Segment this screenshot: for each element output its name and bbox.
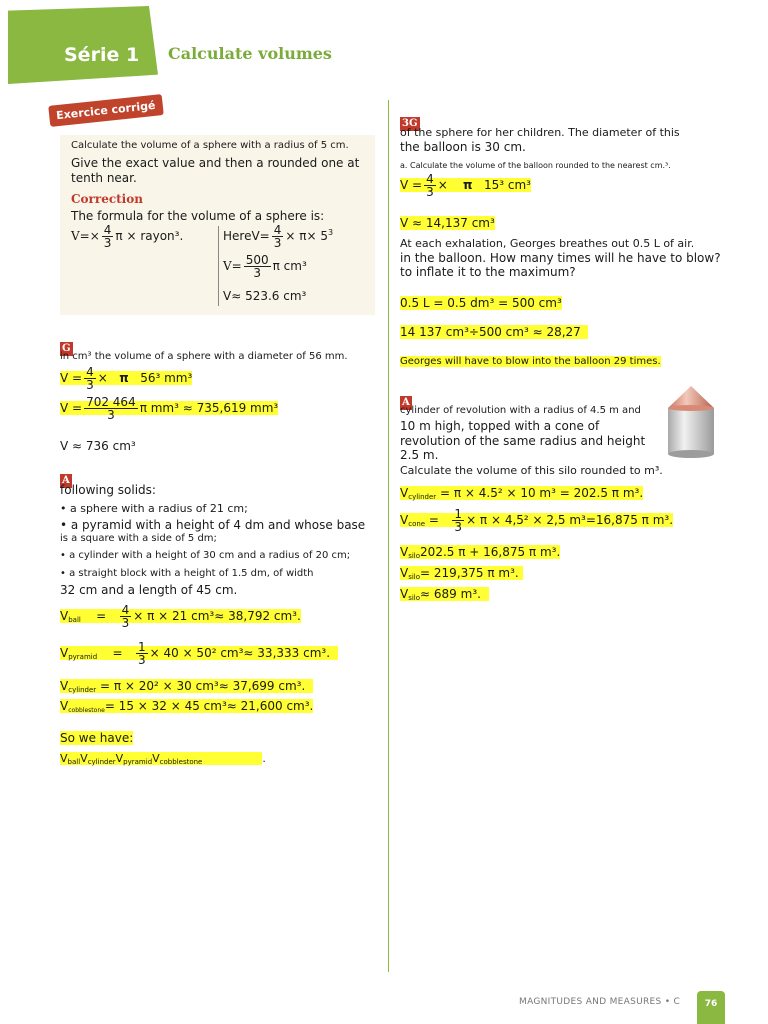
ex2-vcobblestone: $V_{cobblestone}= 15 \times 32 \times 45$ cm³≈ 21,600 cm³. bbox=[60, 699, 314, 714]
column-divider bbox=[388, 100, 389, 972]
exercise-badge: Exercice corrigé bbox=[48, 94, 163, 127]
silo-illustration bbox=[664, 384, 718, 460]
ex4-vsilo-3: $V_{silo}\approx 689$ m³. bbox=[400, 587, 489, 602]
ex2-bullet-block-2: 32 cm and a length of 45 cm. bbox=[60, 583, 238, 597]
formula-separator bbox=[218, 226, 219, 306]
ex2-bullet-cylinder: • a cylinder with a height of 30 cm and a radius of 20 cm; bbox=[60, 550, 351, 561]
ex4-text-4: 2.5 m. bbox=[400, 448, 439, 462]
ex2-bullet-sphere: • a sphere with a radius of 21 cm; bbox=[60, 502, 248, 515]
exercise-tag-a-silo: A bbox=[402, 397, 410, 408]
exercise-tag-3g: 3G bbox=[402, 118, 418, 129]
ex3-step-2: V ≈ 14,137 cm³ bbox=[400, 216, 495, 230]
ex2-bullet-pyramid: • a pyramid with a height of 4 dm and whose base bbox=[60, 518, 366, 532]
page-title: Calculate volumes bbox=[168, 44, 332, 63]
correction-heading: Correction bbox=[71, 192, 143, 206]
ex3-text-3: At each exhalation, Georges breathes out 0.5 L of air. bbox=[400, 237, 695, 250]
silo-cone-rim bbox=[668, 405, 714, 411]
ex3-step-1: V = $\frac{4}{3}$ × π 15³ cm³ bbox=[400, 172, 531, 199]
series-label: Série 1 bbox=[64, 44, 140, 66]
ex3-answer-3: Georges will have to blow into the balloon 29 times. bbox=[400, 356, 661, 367]
exercise-statement: Calculate the volume of a sphere with a radius of 5 cm. bbox=[71, 140, 349, 151]
formula-here: HereV= $\frac{4}{3}$ × $\pi\times 5^3$ bbox=[223, 223, 334, 250]
ex2-vpyramid: $V_{pyramid}$ = $\frac{1}{3}$ × 40 × 50² cm³≈ 33,333 cm³. bbox=[60, 641, 338, 666]
ex3-answer-1: 0.5 L = 0.5 dm³ = 500 cm³ bbox=[400, 296, 562, 310]
silo-cylinder bbox=[668, 408, 714, 454]
silo-base bbox=[668, 450, 714, 458]
ex1-step-2: V = $\frac{702 464}{3}$ π mm³ ≈ 735,619 mm³ bbox=[60, 395, 279, 422]
ex2-vcylinder: $V_{cylinder} = \pi \times 20^2 \times 30$ cm³≈ 37,699 cm³. bbox=[60, 679, 313, 694]
formula-result: V≈ 523.6 cm³ bbox=[223, 289, 307, 303]
formula-intro: The formula for the volume of a sphere is: bbox=[71, 209, 325, 223]
page-number: 76 bbox=[697, 991, 725, 1024]
ex4-vcone: $V_{cone}$ = $\frac{1}{3}$ × π × 4,5² × 2,5 m³=16,875 π m³. bbox=[400, 507, 674, 534]
ex3-text-2: the balloon is 30 cm. bbox=[400, 140, 526, 154]
ex4-text-1: cylinder of revolution with a radius of 4.5 m and bbox=[400, 405, 641, 416]
ex4-text-2: 10 m high, topped with a cone of bbox=[400, 419, 600, 433]
ex2-bullet-pyramid-2: is a square with a side of 5 dm; bbox=[60, 533, 217, 544]
formula-sphere: V=× $\frac{4}{3}$ π × rayon³. bbox=[71, 223, 184, 250]
exercise-tag-g: G bbox=[62, 343, 71, 354]
ex3-text-4: in the balloon. How many times will he have to blow? bbox=[400, 251, 721, 265]
ex1-prompt: in cm³ the volume of a sphere with a diameter of 56 mm. bbox=[60, 351, 348, 362]
ex4-text-3: revolution of the same radius and height bbox=[400, 434, 646, 448]
ex2-conclusion: So we have: bbox=[60, 731, 134, 745]
ex4-vsilo-1: $V_{silo}202.5$ π + 16,875 π m³. bbox=[400, 545, 561, 560]
exercise-statement-2: Give the exact value and then a rounded one at bbox=[71, 156, 360, 170]
exercise-statement-3: tenth near. bbox=[71, 171, 137, 185]
ex2-ordering: $V_{ball}V_{cylinder}V_{pyramid}V_{cobblestone}$ . bbox=[60, 752, 266, 766]
exercise-tag-a: A bbox=[62, 475, 70, 486]
ex3-text-1: of the sphere for her children. The diameter of this bbox=[400, 126, 680, 139]
ex4-vsilo-2: $V_{silo}= 219,375$ π m³. bbox=[400, 566, 523, 581]
ex3-question-a: a. Calculate the volume of the balloon rounded to the nearest cm.³. bbox=[400, 161, 671, 170]
ex3-answer-2: 14 137 cm³÷500 cm³ ≈ 28,27 bbox=[400, 325, 588, 339]
ex4-text-5: Calculate the volume of this silo rounded to m³. bbox=[400, 464, 663, 477]
ex3-text-5: to inflate it to the maximum? bbox=[400, 265, 576, 279]
ex1-step-1: V = $\frac{4}{3}$ × π 56³ mm³ bbox=[60, 365, 193, 392]
ex2-vball: $V_{ball}$ = $\frac{4}{3}$ × π × 21 cm³≈ 38,792 cm³. bbox=[60, 603, 301, 630]
ex2-bullet-block: • a straight block with a height of 1.5 dm, of width bbox=[60, 568, 314, 579]
ex2-intro: following solids: bbox=[60, 483, 156, 497]
ex4-vcylinder: $V_{cylinder} = \pi \times 4.5^2 \times 10$ m³ = 202.5 π m³. bbox=[400, 486, 644, 501]
formula-step-2: V= $\frac{500}{3}$ π cm³ bbox=[223, 253, 307, 280]
ex1-result: V ≈ 736 cm³ bbox=[60, 439, 136, 453]
footer-section-label: MAGNITUDES AND MEASURES • C bbox=[519, 997, 681, 1007]
silo-cone bbox=[668, 386, 714, 408]
